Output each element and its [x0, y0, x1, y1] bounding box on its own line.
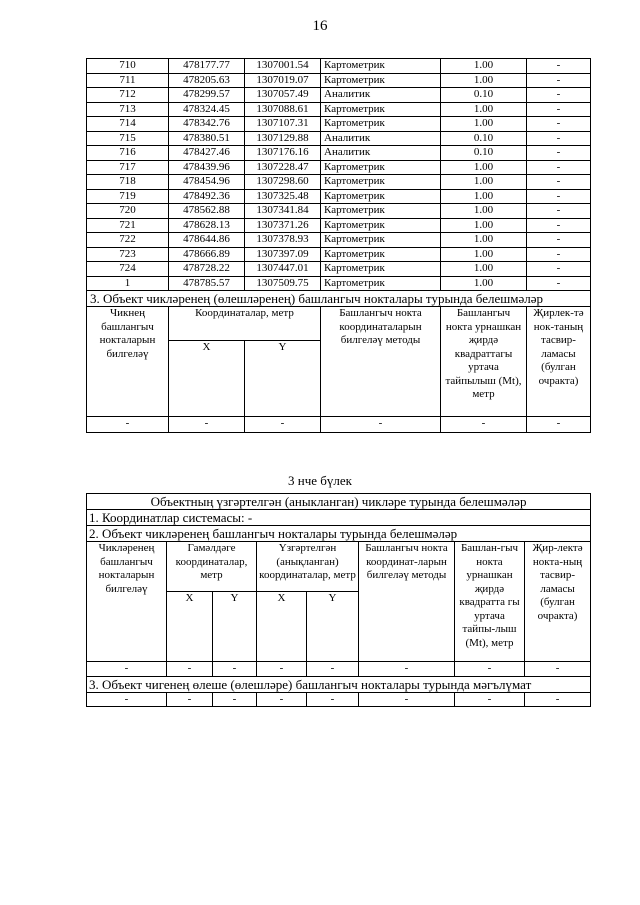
- table-cell: 478454.96: [169, 175, 245, 190]
- t2-header-y1: Y: [213, 592, 257, 662]
- table-cell: 478177.77: [169, 59, 245, 74]
- table-cell: 1307129.88: [245, 131, 321, 146]
- table-cell: -: [527, 276, 591, 291]
- table-row: [87, 276, 591, 291]
- table-cell: Картометрик: [321, 204, 441, 219]
- table-cell: 1.00: [441, 204, 527, 219]
- table-cell: 1.00: [441, 233, 527, 248]
- boundary-points-table: [86, 58, 591, 433]
- table-cell: 1.00: [441, 262, 527, 277]
- table-cell: -: [527, 204, 591, 219]
- t2-header-accuracy: Башлан-гыч нокта урнашкан җирдә квадратта гы уртача тайпы-лыш (Mt), метр: [455, 542, 525, 662]
- table-cell: 718: [87, 175, 169, 190]
- dash-cell: -: [527, 417, 591, 433]
- table-row: [87, 204, 591, 219]
- table-cell: 478427.46: [169, 146, 245, 161]
- t1-header-coords: Координаталар, метр: [169, 307, 321, 341]
- table-cell: 1.00: [441, 73, 527, 88]
- table-cell: Картометрик: [321, 247, 441, 262]
- dash-cell: -: [307, 692, 359, 707]
- table-cell: 710: [87, 59, 169, 74]
- table-cell: 478785.57: [169, 276, 245, 291]
- dash-cell: -: [167, 692, 213, 707]
- table-cell: 1.00: [441, 218, 527, 233]
- table-cell: 713: [87, 102, 169, 117]
- t2-header-y2: Y: [307, 592, 359, 662]
- table-cell: Аналитик: [321, 131, 441, 146]
- table-cell: Аналитик: [321, 146, 441, 161]
- table-cell: 723: [87, 247, 169, 262]
- table-cell: 1.00: [441, 102, 527, 117]
- table-cell: 478628.13: [169, 218, 245, 233]
- table-cell: 0.10: [441, 88, 527, 103]
- table-cell: 1.00: [441, 59, 527, 74]
- table-cell: Картометрик: [321, 117, 441, 132]
- table-cell: -: [527, 262, 591, 277]
- table-cell: 478439.96: [169, 160, 245, 175]
- dash-cell: -: [455, 692, 525, 707]
- dash-cell: -: [167, 662, 213, 677]
- table-cell: 1307298.60: [245, 175, 321, 190]
- table-cell: Аналитик: [321, 88, 441, 103]
- table-cell: 478644.86: [169, 233, 245, 248]
- t2-header-x1: X: [167, 592, 213, 662]
- dash-cell: -: [87, 692, 167, 707]
- table-cell: Картометрик: [321, 102, 441, 117]
- dash-cell: -: [213, 692, 257, 707]
- table-cell: -: [527, 218, 591, 233]
- table-cell: 1307228.47: [245, 160, 321, 175]
- table-row: [87, 233, 591, 248]
- table-cell: 478299.57: [169, 88, 245, 103]
- table-cell: 1.00: [441, 276, 527, 291]
- table-cell: -: [527, 247, 591, 262]
- table-cell: 1307057.49: [245, 88, 321, 103]
- table-cell: Картометрик: [321, 233, 441, 248]
- table-cell: 1307371.26: [245, 218, 321, 233]
- dash-cell: -: [321, 417, 441, 433]
- dash-cell: -: [257, 692, 307, 707]
- table-row: [87, 175, 591, 190]
- changed-boundaries-table: [86, 493, 591, 707]
- dash-cell: -: [257, 662, 307, 677]
- table-cell: 1.00: [441, 189, 527, 204]
- t1-header-x: X: [169, 341, 245, 417]
- table-row: [87, 102, 591, 117]
- table-cell: 0.10: [441, 146, 527, 161]
- table-cell: 1307001.54: [245, 59, 321, 74]
- table-cell: -: [527, 88, 591, 103]
- table-row: [87, 59, 591, 74]
- dash-cell: -: [359, 692, 455, 707]
- table-cell: 716: [87, 146, 169, 161]
- t1-header-method: Башлангыч нокта координаталарын билгеләү методы: [321, 307, 441, 417]
- table-cell: 478492.36: [169, 189, 245, 204]
- t2-header-x2: X: [257, 592, 307, 662]
- dash-cell: -: [441, 417, 527, 433]
- table-cell: 1307019.07: [245, 73, 321, 88]
- table-cell: 720: [87, 204, 169, 219]
- t2-header-existing: Гамәлдәге координаталар, метр: [167, 542, 257, 592]
- table2-title: Объектның үзгәртелгән (аныкланган) чикләре турында белешмәләр: [87, 494, 591, 510]
- table-cell: -: [527, 146, 591, 161]
- dash-cell: -: [455, 662, 525, 677]
- table-cell: 714: [87, 117, 169, 132]
- page-number: 16: [312, 18, 328, 34]
- table-cell: 478324.45: [169, 102, 245, 117]
- table-cell: -: [527, 131, 591, 146]
- table-cell: 1.00: [441, 247, 527, 262]
- table-cell: 1307325.48: [245, 189, 321, 204]
- table-cell: -: [527, 175, 591, 190]
- dash-cell: -: [213, 662, 257, 677]
- table-cell: -: [527, 59, 591, 74]
- table-cell: 1307509.75: [245, 276, 321, 291]
- table-cell: -: [527, 102, 591, 117]
- table2-item3: 3. Объект чигенең өлеше (өлешләре) башлангыч нокталары турында мәгълүмат: [87, 676, 591, 692]
- t1-header-y: Y: [245, 341, 321, 417]
- table-cell: 712: [87, 88, 169, 103]
- table-cell: Картометрик: [321, 276, 441, 291]
- table-cell: Картометрик: [321, 59, 441, 74]
- table2-item1: 1. Координатлар системасы: -: [87, 510, 591, 526]
- table-cell: 478562.88: [169, 204, 245, 219]
- dash-cell: -: [245, 417, 321, 433]
- table-row: [87, 160, 591, 175]
- dash-cell: -: [525, 662, 591, 677]
- table-cell: 1.00: [441, 160, 527, 175]
- table-cell: 478342.76: [169, 117, 245, 132]
- table-row: [87, 117, 591, 132]
- table-cell: Картометрик: [321, 175, 441, 190]
- t1-header-point-id: Чикнең башлангыч нокталарын билгеләү: [87, 307, 169, 417]
- table-cell: 1.00: [441, 175, 527, 190]
- t2-header-changed: Үзгәртелгән (анықланган) координаталар, метр: [257, 542, 359, 592]
- t1-header-accuracy: Башлангыч нокта урнашкан җирдә квадраттагы уртача тайпылыш (Mt), метр: [441, 307, 527, 417]
- table-cell: 1307107.31: [245, 117, 321, 132]
- table-cell: 478205.63: [169, 73, 245, 88]
- dash-cell: -: [525, 692, 591, 707]
- table-cell: 478380.51: [169, 131, 245, 146]
- section-heading: 3 нче бүлек: [288, 473, 352, 488]
- table-row: [87, 88, 591, 103]
- table-row: [87, 247, 591, 262]
- table-cell: 711: [87, 73, 169, 88]
- table-cell: 719: [87, 189, 169, 204]
- table-cell: 1307397.09: [245, 247, 321, 262]
- table-row: [87, 73, 591, 88]
- table-row: [87, 189, 591, 204]
- table-cell: Картометрик: [321, 218, 441, 233]
- dash-cell: -: [359, 662, 455, 677]
- table-cell: 717: [87, 160, 169, 175]
- t2-header-point-id: Чикләренең башлангыч нокталарын билгеләү: [87, 542, 167, 662]
- table-cell: 1307088.61: [245, 102, 321, 117]
- table-cell: 1307447.01: [245, 262, 321, 277]
- table-row: [87, 131, 591, 146]
- table-cell: Картометрик: [321, 73, 441, 88]
- table-cell: 724: [87, 262, 169, 277]
- table-cell: Картометрик: [321, 160, 441, 175]
- table-row: [87, 262, 591, 277]
- table-cell: 722: [87, 233, 169, 248]
- table-cell: 721: [87, 218, 169, 233]
- table-cell: -: [527, 117, 591, 132]
- table-cell: -: [527, 160, 591, 175]
- table-row: [87, 146, 591, 161]
- table-cell: -: [527, 189, 591, 204]
- dash-cell: -: [87, 662, 167, 677]
- table-cell: 1307341.84: [245, 204, 321, 219]
- table-cell: -: [527, 233, 591, 248]
- dash-cell: -: [307, 662, 359, 677]
- table-cell: 715: [87, 131, 169, 146]
- table-row: [87, 218, 591, 233]
- t1-header-description: Җирлек-тә нок-таның тасвир-ламасы (булган очракта): [527, 307, 591, 417]
- table-cell: Картометрик: [321, 189, 441, 204]
- table-cell: 1307176.16: [245, 146, 321, 161]
- table-cell: 0.10: [441, 131, 527, 146]
- table-cell: 1.00: [441, 117, 527, 132]
- table-cell: 1307378.93: [245, 233, 321, 248]
- table-cell: 478728.22: [169, 262, 245, 277]
- table2-item2: 2. Объект чикләренең башлангыч нокталары турында белешмәләр: [87, 526, 591, 542]
- t2-header-description: Җир-лектә нокта-ның тасвир-ламасы (булган очракта): [525, 542, 591, 662]
- section3-title: 3. Объект чикләренең (өлешләренең) башлангыч нокталары турында белешмәләр: [87, 291, 591, 307]
- table-cell: Картометрик: [321, 262, 441, 277]
- table-cell: 1: [87, 276, 169, 291]
- table-cell: 478666.89: [169, 247, 245, 262]
- dash-cell: -: [169, 417, 245, 433]
- table-cell: -: [527, 73, 591, 88]
- dash-cell: -: [87, 417, 169, 433]
- t2-header-method: Башлангыч нокта координат-ларын билгеләү методы: [359, 542, 455, 662]
